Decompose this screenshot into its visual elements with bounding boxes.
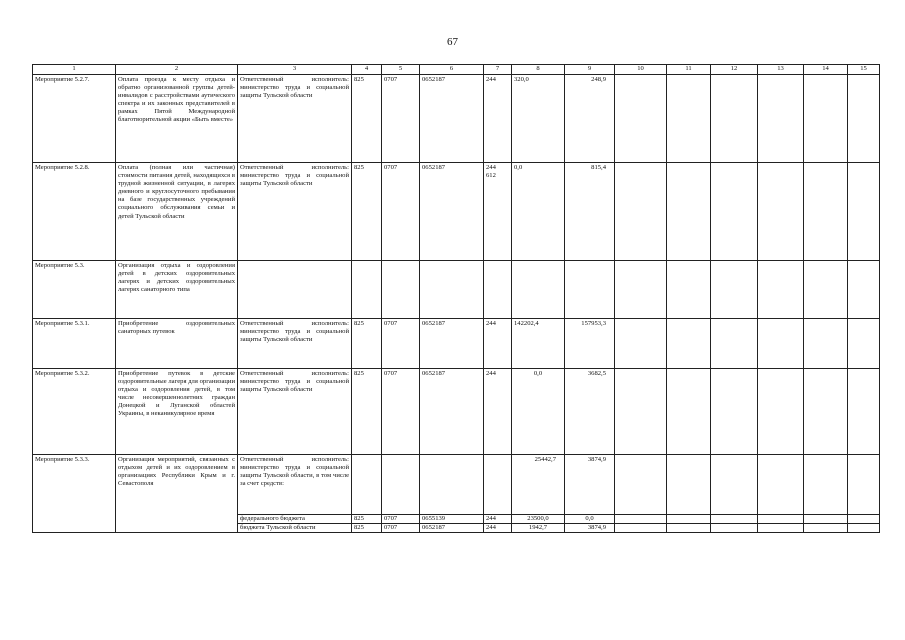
- cell-col5: 0707: [382, 319, 420, 369]
- measure-code: Мероприятие 5.2.7.: [33, 75, 116, 163]
- cell-col8: 1942,7: [512, 524, 565, 533]
- measure-code: Мероприятие 5.3.1.: [33, 319, 116, 369]
- column-header: 12: [711, 65, 758, 75]
- measure-name: Оплата (полная или частичная) стоимости питания детей, находящихся в трудной жизненной ситуации, в лагерях дневного и круглосуточного пребывания на базе государственных учреждений социального обслуживания семьи и детей Тульской области: [116, 163, 238, 261]
- column-header: 7: [484, 65, 512, 75]
- table-row: [33, 75, 880, 163]
- cell-col7-line1: 244: [486, 164, 496, 171]
- cell-col8: 0,0: [512, 163, 565, 261]
- measure-name: Приобретение оздоровительных санаторных путевок: [116, 319, 238, 369]
- cell-col9: 815,4: [565, 163, 615, 261]
- cell-col8: 25442,7: [512, 455, 565, 515]
- column-header: 10: [615, 65, 667, 75]
- cell-col7: 244: [484, 524, 512, 533]
- cell-col7: 244: [484, 515, 512, 524]
- cell-col6: 0652187: [420, 75, 484, 163]
- cell-col9: 3682,5: [565, 369, 615, 455]
- cell-col9: 3874,9: [565, 455, 615, 515]
- cell-col9: 248,9: [565, 75, 615, 163]
- cell-col7-line2: 612: [486, 172, 496, 180]
- cell-col6: 0652187: [420, 319, 484, 369]
- measure-executor: Ответственный исполнитель: министерство труда и социальной защиты Тульской области, в том числе за счет средств:: [238, 455, 352, 515]
- cell-col8: 142202,4: [512, 319, 565, 369]
- cell-col9: 157953,3: [565, 319, 615, 369]
- cell-col5: 0707: [382, 515, 420, 524]
- measure-name: Организация мероприятий, связанных с отдыхом детей и их оздоровлением в организациях Республики Крым и г. Севастополя: [116, 455, 238, 533]
- funding-source: бюджета Тульской области: [238, 524, 352, 533]
- cell-col5: 0707: [382, 75, 420, 163]
- column-header: 11: [667, 65, 711, 75]
- budget-table: [32, 64, 880, 533]
- cell-col4: 825: [352, 515, 382, 524]
- cell-col5: 0707: [382, 369, 420, 455]
- measure-executor: Ответственный исполнитель: министерство труда и социальной защиты Тульской области: [238, 163, 352, 261]
- header-row: [33, 65, 880, 75]
- column-header: 14: [804, 65, 848, 75]
- column-header: 3: [238, 65, 352, 75]
- cell-col6: 0652187: [420, 163, 484, 261]
- column-header: 4: [352, 65, 382, 75]
- funding-source: федерального бюджета: [238, 515, 352, 524]
- column-header: 9: [565, 65, 615, 75]
- cell-col9: 3874,9: [565, 524, 615, 533]
- column-header: 5: [382, 65, 420, 75]
- column-header: 8: [512, 65, 565, 75]
- cell-col5: 0707: [382, 524, 420, 533]
- measure-name: Организация отдыха и оздоровления детей в детских оздоровительных лагерях и детских оздоровительных лагерях санаторного типа: [116, 261, 238, 319]
- column-header: 6: [420, 65, 484, 75]
- cell-col5: 0707: [382, 163, 420, 261]
- column-header: 2: [116, 65, 238, 75]
- measure-executor: Ответственный исполнитель: министерство труда и социальной защиты Тульской области: [238, 319, 352, 369]
- cell-col7: 244: [484, 369, 512, 455]
- measure-name: Приобретение путевок в детские оздоровительные лагеря для организации отдыха и оздоровления детей, в том числе несовершеннолетних граждан Донецкой и Луганской областей Украины, в неканикулярное время: [116, 369, 238, 455]
- cell-col6: 0652187: [420, 524, 484, 533]
- measure-code: Мероприятие 5.3.: [33, 261, 116, 319]
- cell-col4: 825: [352, 524, 382, 533]
- measure-code: Мероприятие 5.3.3.: [33, 455, 116, 533]
- measure-executor: Ответственный исполнитель: министерство труда и социальной защиты Тульской области: [238, 75, 352, 163]
- cell-col9: 0,0: [565, 515, 615, 524]
- measure-code: Мероприятие 5.2.8.: [33, 163, 116, 261]
- measure-executor: Ответственный исполнитель: министерство труда и социальной защиты Тульской области: [238, 369, 352, 455]
- cell-col8: 23500,0: [512, 515, 565, 524]
- table-row: [33, 369, 880, 455]
- cell-col7: [484, 163, 512, 261]
- measure-code: Мероприятие 5.3.2.: [33, 369, 116, 455]
- table-row: [33, 455, 880, 515]
- table-row: [33, 319, 880, 369]
- cell-col7: 244: [484, 319, 512, 369]
- table-row: [33, 163, 880, 261]
- cell-col8: 320,0: [512, 75, 565, 163]
- cell-col4: 825: [352, 369, 382, 455]
- cell-col6: 0655139: [420, 515, 484, 524]
- cell-col6: 0652187: [420, 369, 484, 455]
- table-row: [33, 261, 880, 319]
- cell-col7: 244: [484, 75, 512, 163]
- column-header: 15: [848, 65, 880, 75]
- column-header: 1: [33, 65, 116, 75]
- measure-name: Оплата проезда к месту отдыха и обратно организованной группы детей-инвалидов с расстройствами аутического спектра и их законных представителей в рамках Пятой Международной благотворительной акции «Быть вместе»: [116, 75, 238, 163]
- column-header: 13: [758, 65, 804, 75]
- cell-col4: 825: [352, 75, 382, 163]
- cell-col4: 825: [352, 319, 382, 369]
- page-number: 67: [447, 36, 458, 48]
- cell-col4: 825: [352, 163, 382, 261]
- cell-col8: 0,0: [512, 369, 565, 455]
